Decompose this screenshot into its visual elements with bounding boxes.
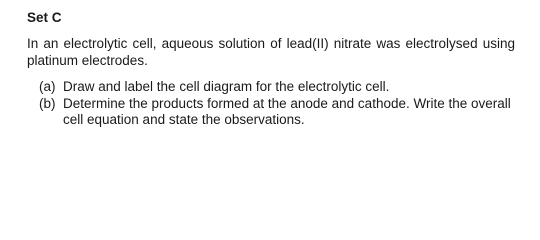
question-item-b (39, 96, 515, 129)
document-body (27, 10, 515, 129)
set-title: Set C (27, 10, 62, 25)
question-item-a (39, 79, 515, 96)
question-marker-b: (b) (39, 95, 56, 111)
question-marker-a: (a) (39, 79, 56, 94)
question-text-b: Determine the products formed at the anode and cathode. Write the overall cell equation and state the observations. (63, 95, 511, 127)
question-list (27, 79, 515, 129)
question-intro: In an electrolytic cell, aqueous solution of lead(II) nitrate was electrolysed using platinum electrodes. (27, 36, 515, 68)
question-text-a: Draw and label the cell diagram for the electrolytic cell. (63, 79, 390, 94)
